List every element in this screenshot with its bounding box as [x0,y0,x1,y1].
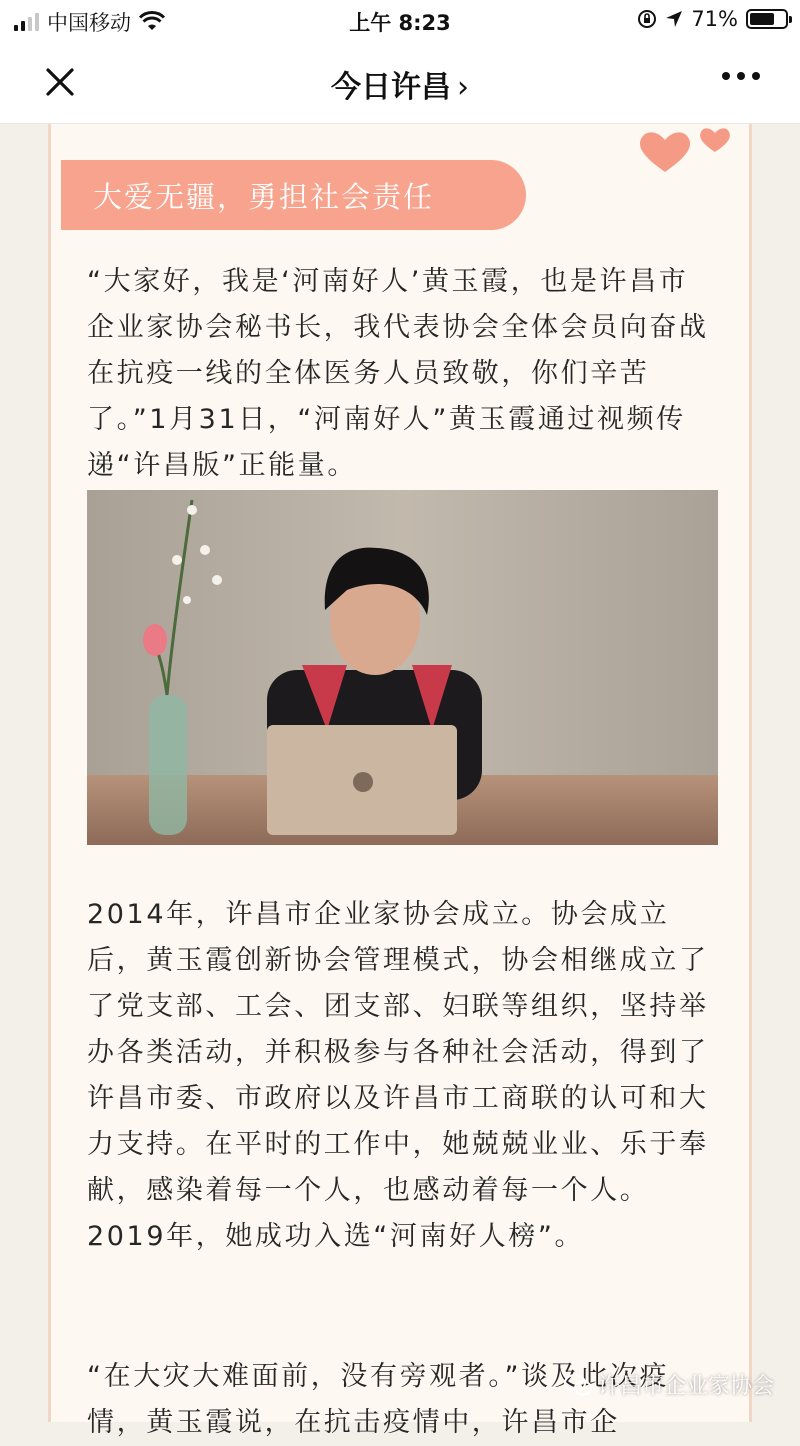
orientation-lock-icon [637,9,657,29]
paragraph-2: 2014年，许昌市企业家协会成立。协会成立后，黄玉霞创新协会管理模式，协会相继成立了了党支部、工会、团支部、妇联等组织，坚持举办各类活动，并积极参与各种社会活动，得到了许昌市委、市政府以及许昌市工商联的认可和大力支持。在平时的工作中，她兢兢业业、乐于奉献，感染着每一个人，也感动着每一个人。2019年，她成功入选“河南好人榜”。 [87,899,709,1252]
paragraph-3: “在大灾大难面前，没有旁观者。”谈及此次疫情，黄玉霞说，在抗击疫情中，许昌市企 [87,1361,670,1438]
paragraph-1: “大家好，我是‘河南好人’黄玉霞，也是许昌市企业家协会秘书长，我代表协会全体会员向奋战在抗疫一线的全体医务人员致敬，你们辛苦了。”1月31日，“河南好人”黄玉霞通过视频传递“许昌版”正能量。 [87,266,709,481]
watermark [564,1369,774,1400]
clock: 上午 8:23 [349,11,451,35]
location-icon [665,10,683,28]
battery-icon [746,9,788,29]
photo-illustration [87,490,718,845]
battery-percent: 71% [691,7,738,31]
chevron-right-icon: › [457,70,469,105]
account-title-link[interactable] [0,62,800,106]
hearts-icon [635,124,735,180]
carrier-label: 中国移动 [47,11,131,35]
status-bar [0,0,800,40]
more-icon[interactable] [722,72,760,80]
watermark-text: 许昌市企业家协会 [597,1374,774,1399]
section-heading [61,160,526,230]
article-card [48,124,752,1438]
status-right [637,7,788,31]
account-title: 今日许昌 [331,70,451,105]
section-heading-text: 大爱无疆，勇担社会责任 [93,179,435,214]
article-photo[interactable] [87,490,718,845]
nav-bar [0,40,800,124]
wechat-icon [564,1373,592,1397]
battery-fill [750,13,774,25]
